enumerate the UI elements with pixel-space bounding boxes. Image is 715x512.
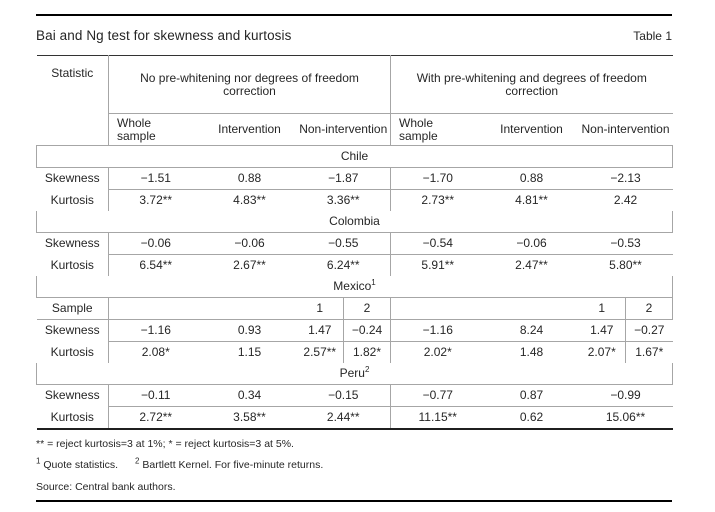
significance-note: ** = reject kurtosis=3 at 1%; * = reject kurtosis=3 at 5%. [36,438,294,450]
value-cell: 2.02* [423,345,452,359]
row-label: Skewness [37,320,109,342]
value-cell: 1.47 [579,320,626,342]
empty-cell [391,298,579,320]
value-cell: −0.27 [626,320,673,342]
footnote-marker: 2 [135,456,140,466]
page-title: Bai and Ng test for skewness and kurtosis [36,28,292,43]
group-header-row [37,56,673,114]
value-cell: 4.83** [233,193,266,207]
value-cell: 5.80** [609,258,642,272]
value-cell: 2.42 [613,193,638,207]
footnote-text: Quote statistics. [43,459,119,471]
chile-skewness-row [37,168,673,190]
footnote-marker: 2 [364,365,370,374]
value-cell: 1.82* [344,342,391,364]
value-cell: −0.06 [485,233,579,255]
value-cell: 2.72** [109,407,203,430]
country-band-mexico [37,276,673,298]
value-cell: −0.53 [579,233,673,255]
country-label-colombia: Colombia [37,211,673,233]
value-cell: 1.67* [635,345,664,359]
value-cell: −1.16 [109,320,203,342]
value-cell: −0.11 [109,385,203,407]
col-header-non-intervention-1: Non-intervention [297,114,391,146]
row-label: Skewness [37,233,109,255]
row-label: Skewness [37,385,109,407]
value-cell: 4.81** [515,193,548,207]
value-cell: 2.44** [297,407,391,430]
value-cell: 11.15** [391,407,485,430]
row-label: Kurtosis [37,255,109,277]
peru-skewness-row [37,385,673,407]
paper-page [36,14,672,502]
value-cell: −1.70 [391,168,485,190]
footnote-marker: 1 [36,456,41,466]
chile-kurtosis-row [37,190,673,212]
value-cell: −0.24 [344,320,391,342]
table-number-label: Table 1 [633,28,672,43]
footnotes-block [36,438,672,493]
value-cell: 15.06** [579,407,673,430]
value-cell: −0.06 [109,233,203,255]
value-cell: 0.88 [203,168,297,190]
value-cell: 0.88 [485,168,579,190]
footnote-marker: 1 [371,278,376,287]
value-cell: 2.73** [421,193,455,207]
col-header-whole-sample-1: Whole sample [109,114,203,146]
value-cell: 1.47 [297,320,344,342]
row-label: Kurtosis [37,407,109,430]
group-header-with-prewhitening: With pre-whitening and degrees of freedom correction [391,56,673,114]
value-cell: 0.62 [485,407,579,430]
country-name: Peru [339,366,365,380]
row-label: Kurtosis [37,342,109,364]
value-cell: −0.54 [391,233,485,255]
value-cell: 6.54** [139,258,173,272]
value-cell: 8.24 [485,320,579,342]
value-cell: 3.72** [139,193,173,207]
table-title-row [36,16,672,55]
sample-number-cell: 2 [626,298,673,320]
value-cell: −0.99 [579,385,673,407]
source-note: Source: Central bank authors. [36,481,176,493]
row-label: Kurtosis [37,190,109,212]
sample-number-cell: 1 [297,298,344,320]
value-cell: 3.36** [297,190,391,212]
value-cell: 2.57** [297,342,344,364]
value-cell: 0.93 [203,320,297,342]
colombia-skewness-row [37,233,673,255]
country-label-chile: Chile [37,146,673,168]
value-cell: 0.87 [485,385,579,407]
group-header-no-prewhitening: No pre-whitening nor degrees of freedom correction [109,56,391,114]
col-header-intervention-1: Intervention [203,114,297,146]
sample-number-cell: 2 [344,298,391,320]
statistic-column-header: Statistic [37,56,109,146]
col-header-non-intervention-2: Non-intervention [579,114,673,146]
value-cell: 1.48 [519,345,544,359]
mexico-kurtosis-row [37,342,673,364]
value-cell: −1.16 [391,320,485,342]
value-cell: −1.51 [109,168,203,190]
value-cell: −0.55 [297,233,391,255]
sample-number-cell: 1 [579,298,626,320]
value-cell: 2.07* [579,342,626,364]
value-cell: 0.34 [203,385,297,407]
col-header-intervention-2: Intervention [485,114,579,146]
value-cell: 2.47** [515,258,548,272]
value-cell: −0.06 [203,233,297,255]
country-label-peru [37,363,673,385]
empty-cell [109,298,297,320]
country-label-mexico [37,276,673,298]
value-cell: 1.15 [237,345,262,359]
value-cell: −0.77 [391,385,485,407]
country-band-peru [37,363,673,385]
row-label: Skewness [37,168,109,190]
sub-header-row [37,114,673,146]
country-band-colombia [37,211,673,233]
statistics-table [36,55,673,430]
colombia-kurtosis-row [37,255,673,277]
peru-kurtosis-row [37,407,673,430]
country-band-chile [37,146,673,168]
col-header-whole-sample-2: Whole sample [391,114,485,146]
value-cell: −0.15 [297,385,391,407]
bottom-rule [36,500,672,502]
value-cell: 3.58** [203,407,297,430]
value-cell: 5.91** [421,258,455,272]
row-label: Sample [37,298,109,320]
value-cell: 2.08* [141,345,170,359]
value-cell: 2.67** [233,258,266,272]
footnote-text: Bartlett Kernel. For five-minute returns. [142,459,324,471]
country-name: Mexico [333,279,372,293]
mexico-sample-row [37,298,673,320]
value-cell: −1.87 [297,168,391,190]
numbered-notes [36,456,672,471]
mexico-skewness-row [37,320,673,342]
value-cell: 6.24** [297,255,391,277]
value-cell: −2.13 [579,168,673,190]
